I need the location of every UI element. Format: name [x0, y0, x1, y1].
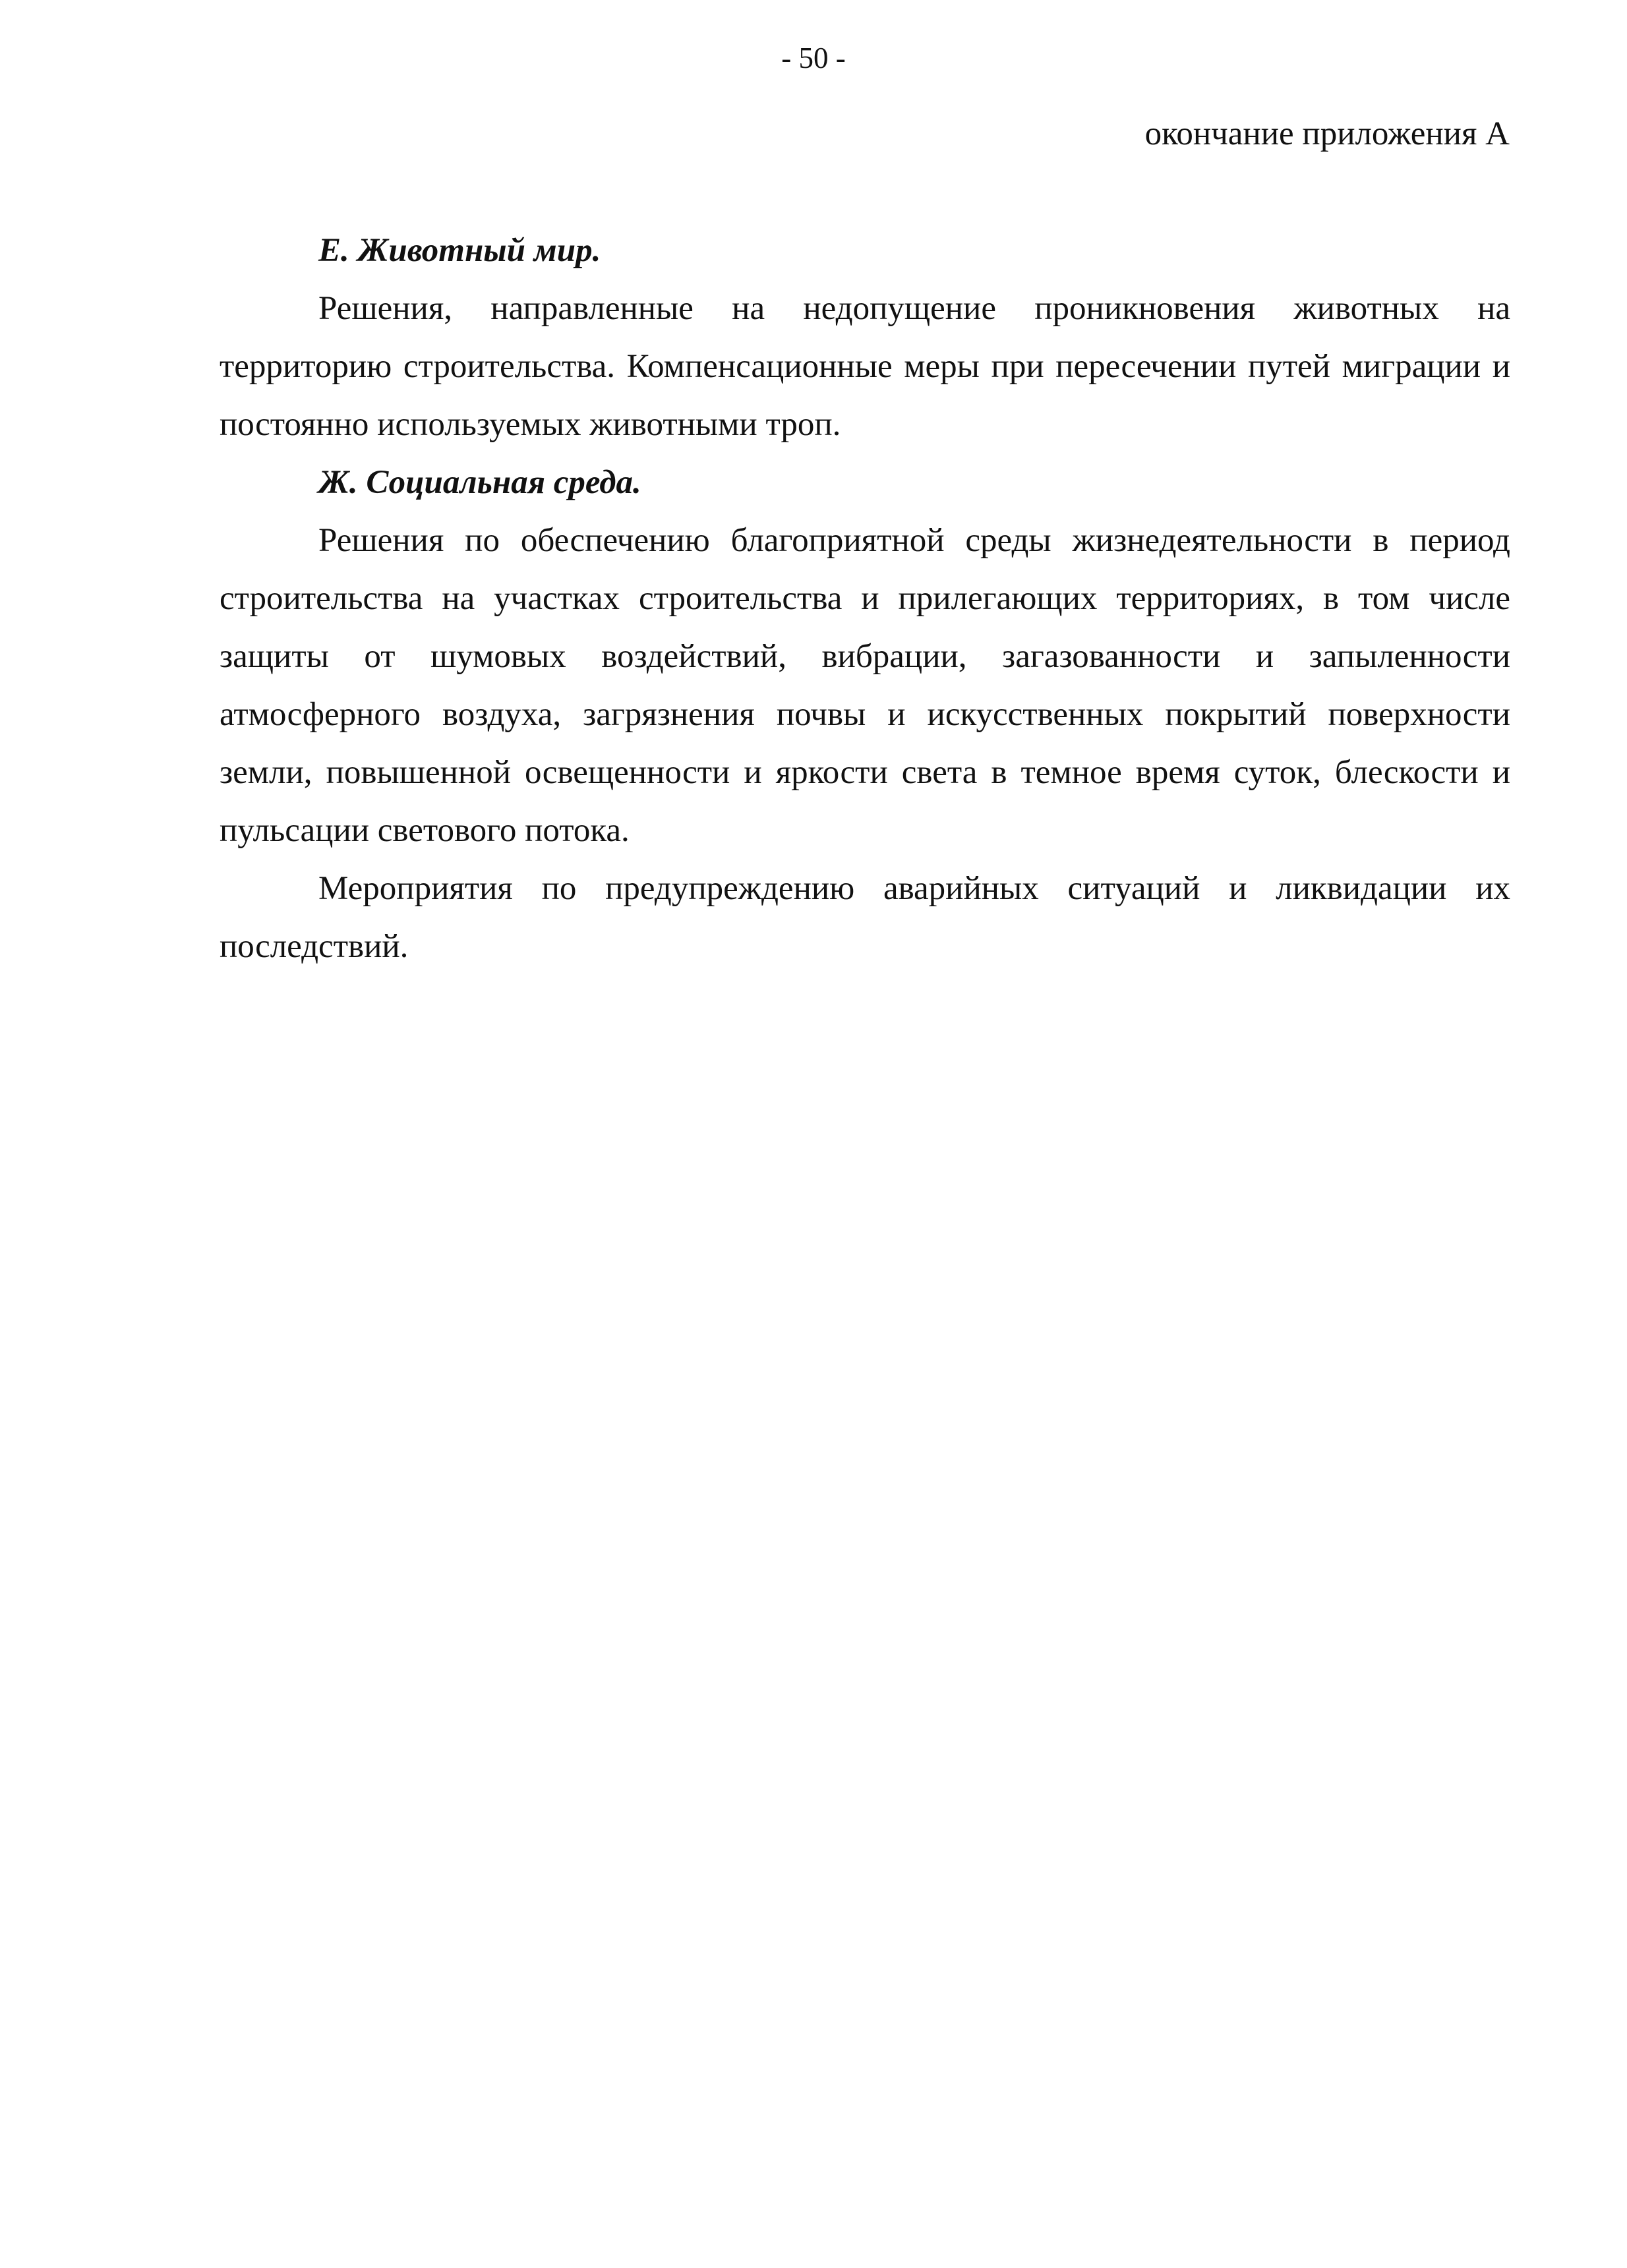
paragraph-emergency-measures: Мероприятия по предупреждению аварийных ситуаций и ликвидации их последствий. [220, 870, 1510, 965]
appendix-note: окончание приложения А [1144, 115, 1510, 152]
paragraph-social-environment-measures: Решения по обеспечению благоприятной среды жизнедеятельности в период строительства на участках строительства и прилегающих территориях, в том числе защиты от шумовых воздействий, вибрации, загазованности и запыленности атмосферного воздуха, загрязнения почвы и искусственных покрытий поверхности земли, повышенной освещенности и яркости света в темное время суток, блескости и пульсации светового потока. [220, 522, 1510, 849]
section-heading-social-environment: Ж. Социальная среда. [318, 464, 641, 501]
page-number: - 50 - [781, 42, 846, 74]
paragraph-fauna-measures: Решения, направленные на недопущение проникновения животных на территорию строительства. Компенсационные меры при пересечении путей миграции и постоянно используемых животными троп. [220, 290, 1510, 443]
document-body [220, 221, 1510, 975]
section-heading-fauna: Е. Животный мир. [318, 232, 601, 269]
